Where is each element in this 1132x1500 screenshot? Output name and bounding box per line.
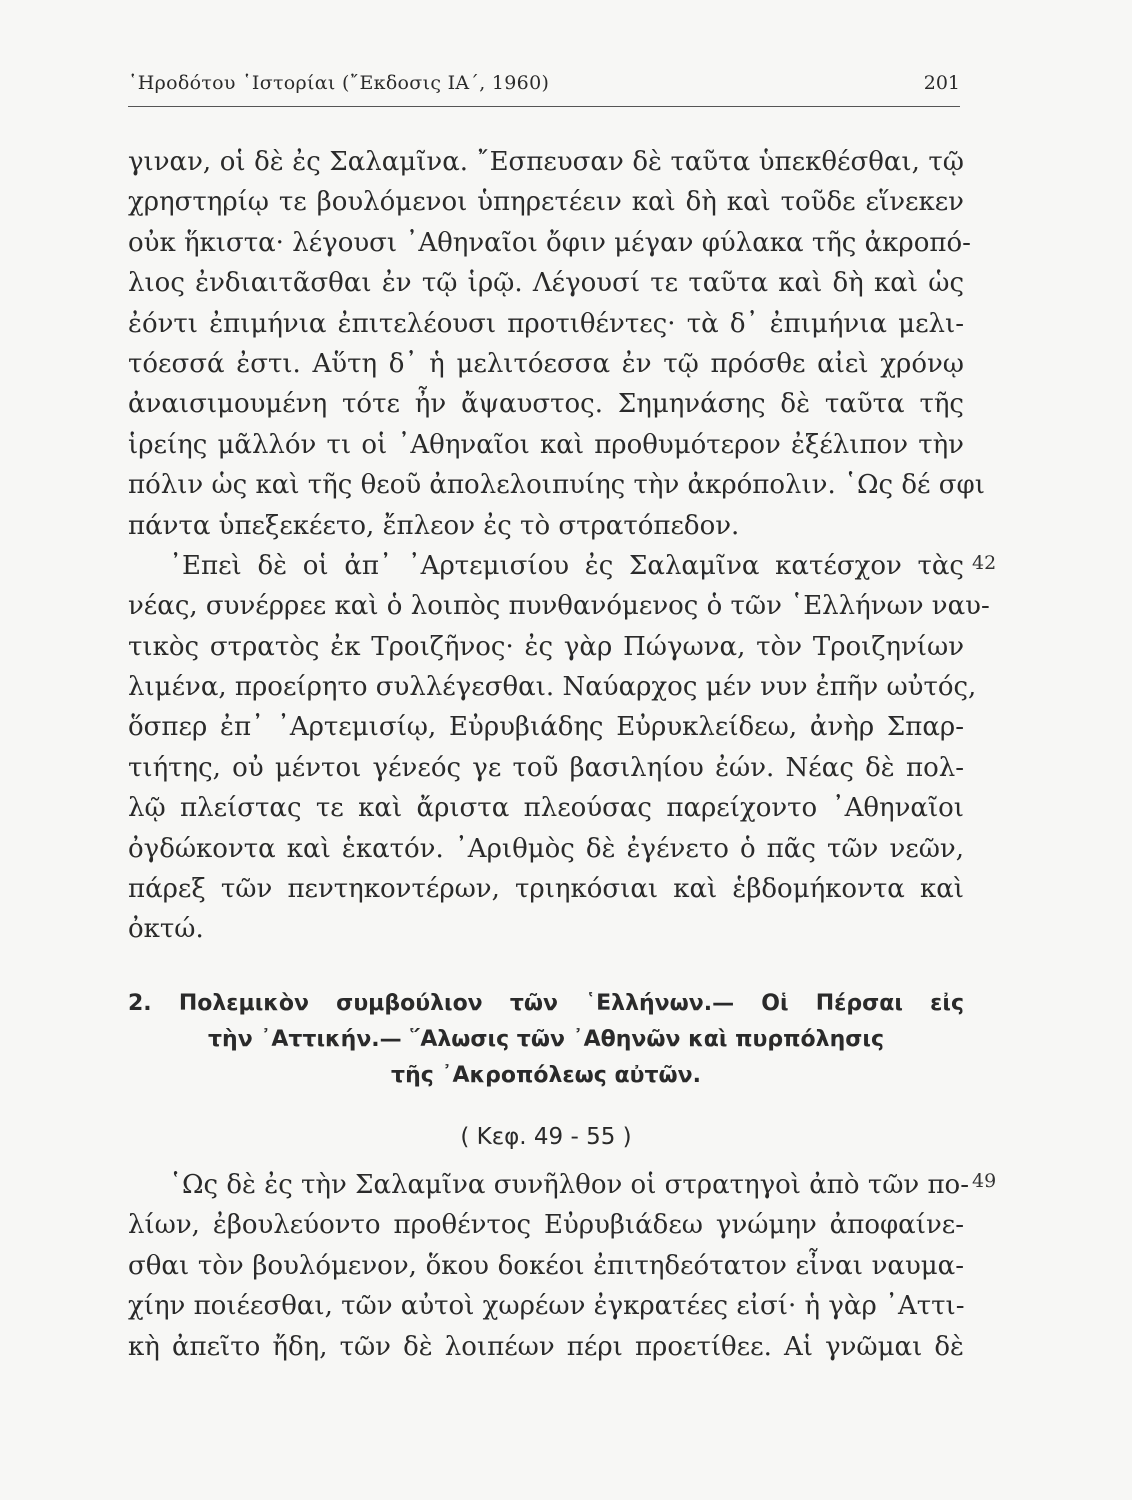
text-line: ἱρείης μᾶλλόν τι οἱ ᾿Αθηναῖοι καὶ προθυμότερον ἐξέλιπον τὴν: [128, 429, 964, 460]
section-heading: [128, 986, 964, 1094]
text-line: γιναν, οἱ δὲ ἐς Σαλαμῖνα. ῎Εσπευσαν δὲ ταῦτα ὑπεκθέσθαι, τῷ: [128, 147, 964, 177]
text-line: κὴ ἀπεῖτο ἤδη, τῶν δὲ λοιπέων πέρι προετίθεε. Αἱ γνῶμαι δὲ: [128, 1331, 964, 1362]
heading-line: τῆς ᾿Ακροπόλεως αὐτῶν.: [391, 1063, 701, 1088]
section-number-49: 49: [972, 1170, 997, 1192]
text-line: ὀκτώ.: [128, 914, 204, 945]
text-line: λιμένα, προείρητο συλλέγεσθαι. Ναύαρχος μέν νυν ἐπῆν ωὐτός,: [128, 672, 977, 703]
text-line: ᾿Επεὶ δὲ οἱ ἀπ᾿ ᾿Αρτεμισίου ἐς Σαλαμῖνα κατέσχον τὰς: [169, 550, 964, 581]
text-line: ἐόντι ἐπιμήνια ἐπιτελέουσι προτιθέντες· τὰ δ᾿ ἐπιμήνια μελι-: [128, 308, 964, 339]
text-line: τόεσσά ἐστι. Αὕτη δ᾿ ἡ μελιτόεσσα ἐν τῷ πρόσθε αἰεὶ χρόνῳ: [128, 348, 964, 379]
page-number: 201: [923, 72, 960, 94]
text-line: λῷ πλείστας τε καὶ ἄριστα πλεούσας παρείχοντο ᾿Αθηναῖοι: [128, 793, 964, 824]
heading-line: 2. Πολεμικὸν συμβούλιον τῶν ῾Ελλήνων.— Οἱ Πέρσαι εἰς: [128, 991, 964, 1016]
text-line: ὅσπερ ἐπ᾿ ᾿Αρτεμισίῳ, Εὐρυβιάδης Εὐρυκλείδεω, ἀνὴρ Σπαρ-: [128, 712, 964, 743]
text-line: ὀγδώκοντα καὶ ἑκατόν. ᾿Αριθμὸς δὲ ἐγένετο ὁ πᾶς τῶν νεῶν,: [128, 833, 964, 864]
text-line: σθαι τὸν βουλόμενον, ὅκου δοκέοι ἐπιτηδεότατον εἶναι ναυμα-: [128, 1250, 964, 1281]
text-line: ἀναισιμουμένη τότε ἦν ἄψαυστος. Σημηνάσης δὲ ταῦτα τῆς: [128, 389, 964, 420]
text-line: λιος ἐνδιαιτᾶσθαι ἐν τῷ ἱρῷ. Λέγουσί τε ταῦτα καὶ δὴ καὶ ὡς: [128, 268, 964, 299]
text-line: οὐκ ἥκιστα· λέγουσι ᾿Αθηναῖοι ὄφιν μέγαν φύλακα τῆς ἀκροπό-: [128, 227, 971, 258]
text-line: τιήτης, οὐ μέντοι γένεός γε τοῦ βασιληίου ἐών. Νέας δὲ πολ-: [128, 752, 964, 783]
text-line: χίην ποιέεσθαι, τῶν αὐτοὶ χωρέων ἐγκρατέες εἰσί· ἡ γὰρ ᾿Αττι-: [128, 1291, 965, 1322]
text-line: ῾Ως δὲ ἐς τὴν Σαλαμῖνα συνῆλθον οἱ στρατηγοὶ ἀπὸ τῶν πο-: [169, 1170, 969, 1200]
text-line: πάρεξ τῶν πεντηκοντέρων, τριηκόσιαι καὶ ἑβδομήκοντα καὶ: [128, 874, 964, 905]
heading-line: τὴν ᾿Αττικήν.— ῞Αλωσις τῶν ᾿Αθηνῶν καὶ πυρπόλησις: [208, 1027, 884, 1052]
header-title: ῾Ηροδότου ῾Ιστορίαι (῎Εκδοσις ΙΑ΄, 1960): [128, 72, 550, 94]
text-line: νέας, συνέρρεε καὶ ὁ λοιπὸς πυνθανόμενος ὁ τῶν ῾Ελλήνων ναυ-: [128, 591, 990, 622]
text-line: τικὸς στρατὸς ἐκ Τροιζῆνος· ἐς γὰρ Πώγωνα, τὸν Τροιζηνίων: [128, 631, 964, 662]
main-text-continued: [128, 1165, 969, 1367]
text-line: πάντα ὑπεξεκέετο, ἔπλεον ἐς τὸ στρατόπεδον.: [128, 510, 740, 541]
text-line: λίων, ἐβουλεύοντο προθέντος Εὐρυβιάδεω γνώμην ἀποφαίνε-: [128, 1210, 964, 1241]
running-header: [128, 70, 960, 107]
chapter-reference: ( Κεφ. 49 - 55 ): [460, 1124, 632, 1150]
section-number-42: 42: [972, 552, 997, 574]
text-line: πόλιν ὡς καὶ τῆς θεοῦ ἀπολελοιπυίης τὴν ἀκρόπολιν. ῾Ως δέ σφι: [128, 470, 985, 501]
text-line: χρηστηρίῳ τε βουλόμενοι ὑπηρετέειν καὶ δὴ καὶ τοῦδε εἵνεκεν: [128, 187, 964, 218]
